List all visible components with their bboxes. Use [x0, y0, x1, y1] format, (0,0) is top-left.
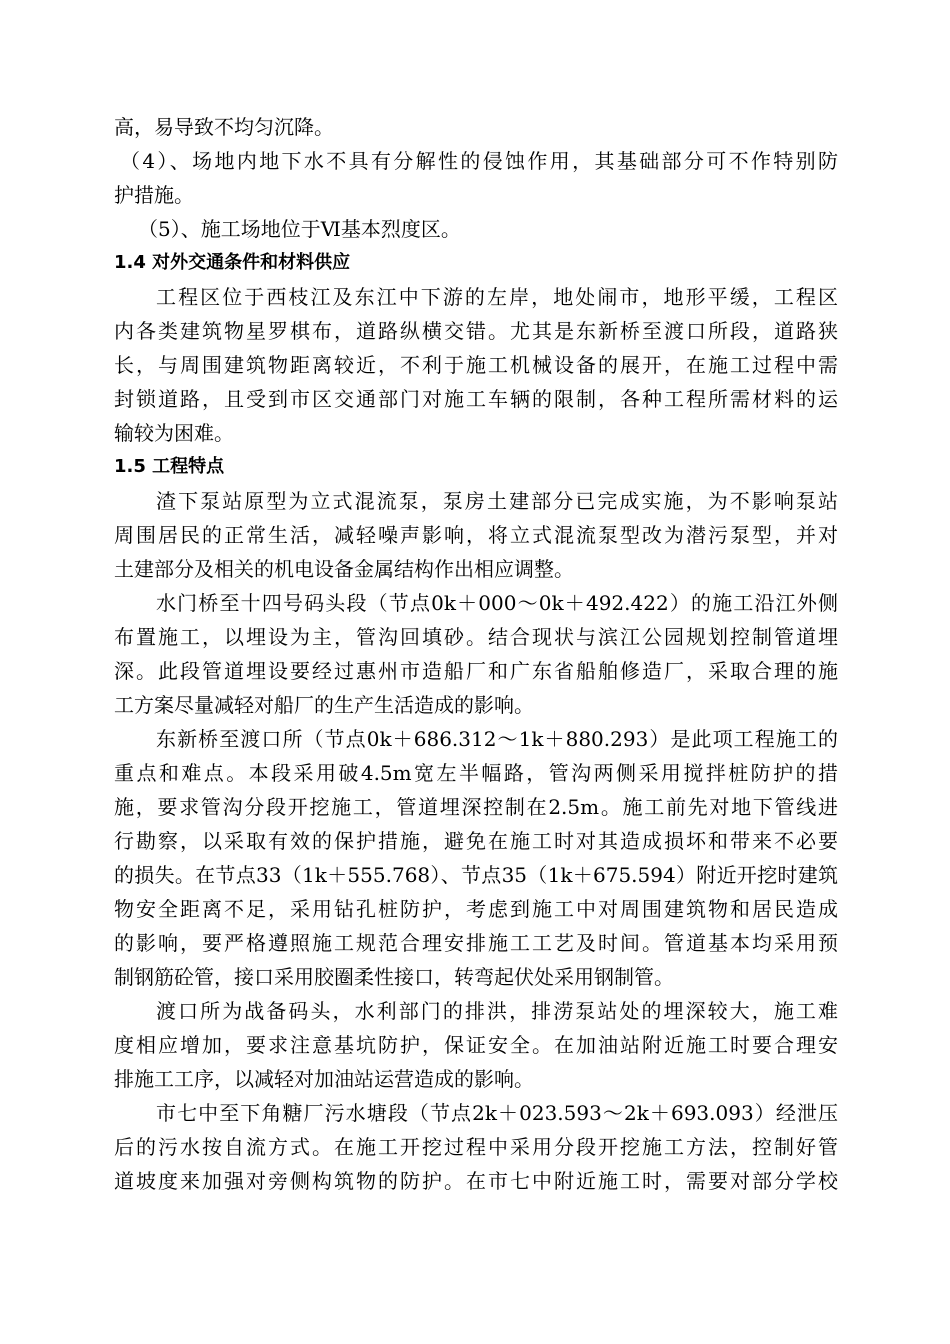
- text-line: 渣下泵站原型为立式混流泵，泵房土建部分已完成实施，为不影响泵站: [156, 489, 838, 513]
- text-line: 深。此段管道埋设要经过惠州市造船厂和广东省船舶修造厂，采取合理的施: [114, 659, 838, 683]
- document-page: [114, 110, 838, 1198]
- text-line: 度相应增加，要求注意基坑防护，保证安全。在加油站附近施工时要合理安: [114, 1033, 838, 1057]
- text-line: 施，要求管沟分段开挖施工，管道埋深控制在2.5m。施工前先对地下管线进: [114, 795, 838, 819]
- text-line: 布置施工，以埋设为主，管沟回填砂。结合现状与滨江公园规划控制管道埋: [114, 625, 838, 649]
- text-line: 高，易导致不均匀沉降。: [114, 115, 334, 139]
- section-heading: 1.4 对外交通条件和材料供应: [114, 252, 351, 273]
- text-line: 内各类建筑物星罗棋布，道路纵横交错。尤其是东新桥至渡口所段，道路狭: [114, 319, 838, 343]
- text-line: 排施工工序，以减轻对加油站运营造成的影响。: [114, 1067, 534, 1091]
- section-heading: 1.5 工程特点: [114, 456, 225, 477]
- text-line: 封锁道路，且受到市区交通部门对施工车辆的限制，各种工程所需材料的运: [114, 387, 838, 411]
- text-line: 市七中至下角糖厂污水塘段（节点2k＋023.593～2k＋693.093）经泄压: [156, 1101, 838, 1125]
- text-line: 重点和难点。本段采用破4.5m宽左半幅路，管沟两侧采用搅拌桩防护的措: [114, 761, 838, 785]
- text-line: 制钢筋砼管，接口采用胶圈柔性接口，转弯起伏处采用钢制管。: [114, 965, 674, 989]
- text-line: 水门桥至十四号码头段（节点0k＋000～0k＋492.422）的施工沿江外侧: [156, 591, 838, 615]
- text-line: 渡口所为战备码头，水利部门的排洪，排涝泵站处的埋深较大，施工难: [156, 999, 838, 1023]
- text-line: 后的污水按自流方式。在施工开挖过程中采用分段开挖施工方法，控制好管: [114, 1135, 838, 1159]
- text-line: （5）、施工场地位于Ⅵ基本烈度区。: [138, 217, 461, 241]
- text-line: 土建部分及相关的机电设备金属结构作出相应调整。: [114, 557, 574, 581]
- text-line: （4）、场地内地下水不具有分解性的侵蚀作用，其基础部分可不作特别防: [120, 149, 838, 173]
- text-line: 的损失。在节点33（1k＋555.768）、节点35（1k＋675.594）附近开挖时建筑: [114, 863, 838, 887]
- text-line: 工程区位于西枝江及东江中下游的左岸，地处闹市，地形平缓，工程区: [156, 285, 838, 309]
- text-line: 物安全距离不足，采用钻孔桩防护，考虑到施工中对周围建筑物和居民造成: [114, 897, 838, 921]
- text-line: 行勘察，以采取有效的保护措施，避免在施工时对其造成损坏和带来不必要: [114, 829, 838, 853]
- text-line: 的影响，要严格遵照施工规范合理安排施工工艺及时间。管道基本均采用预: [114, 931, 838, 955]
- text-line: 工方案尽量减轻对船厂的生产生活造成的影响。: [114, 693, 534, 717]
- text-line: 东新桥至渡口所（节点0k＋686.312～1k＋880.293）是此项工程施工的: [156, 727, 838, 751]
- text-line: 道坡度来加强对旁侧构筑物的防护。在市七中附近施工时，需要对部分学校: [114, 1169, 838, 1193]
- text-line: 周围居民的正常生活，减轻噪声影响，将立式混流泵型改为潜污泵型，并对: [114, 523, 838, 547]
- text-line: 输较为困难。: [114, 421, 234, 445]
- text-line: 长，与周围建筑物距离较近，不利于施工机械设备的展开，在施工过程中需: [114, 353, 838, 377]
- text-line: 护措施。: [114, 183, 194, 207]
